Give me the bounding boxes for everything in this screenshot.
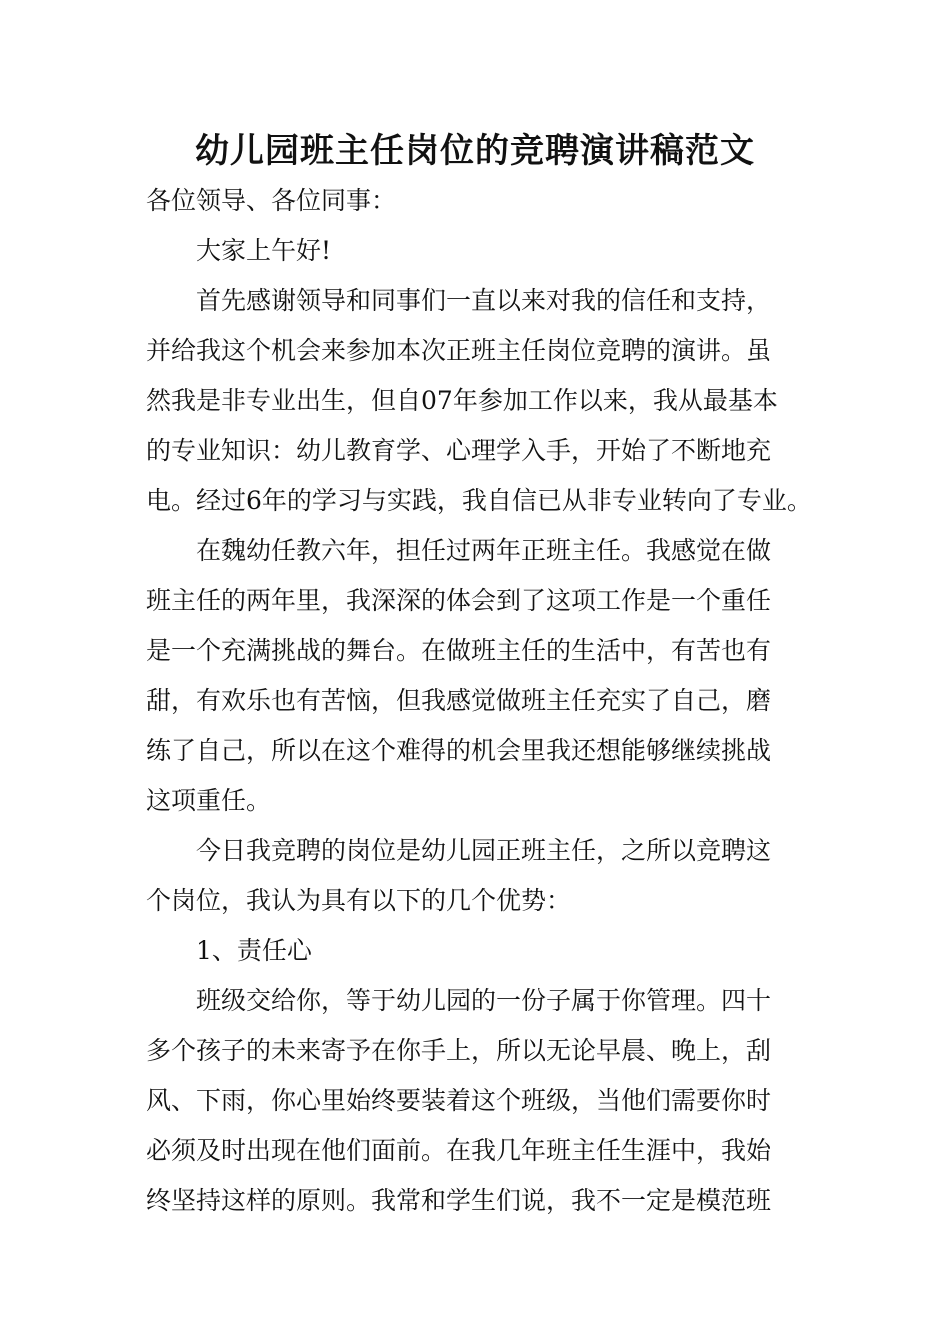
text-line: 各位领导、各位同事： — [146, 186, 397, 215]
text-line: 风、下雨，你心里始终要装着这个班级，当他们需要你时 — [146, 1086, 772, 1115]
text-line: 是一个充满挑战的舞台。在做班主任的生活中，有苦也有 — [146, 636, 772, 665]
text-line: 1、责任心 — [196, 936, 312, 965]
text-line: 练了自己，所以在这个难得的机会里我还想能够继续挑战 — [146, 736, 772, 765]
text-line: 的专业知识：幼儿教育学、心理学入手，开始了不断地充 — [146, 436, 772, 465]
text-line: 班级交给你，等于幼儿园的一份子属于你管理。四十 — [196, 986, 772, 1015]
document-title: 幼儿园班主任岗位的竞聘演讲稿范文 — [195, 131, 755, 171]
text-line: 个岗位，我认为具有以下的几个优势： — [146, 886, 572, 915]
text-line: 班主任的两年里，我深深的体会到了这项工作是一个重任 — [146, 586, 772, 615]
text-line: 终坚持这样的原则。我常和学生们说，我不一定是模范班 — [146, 1186, 772, 1215]
text-line: 在魏幼任教六年，担任过两年正班主任。我感觉在做 — [196, 536, 772, 565]
text-line: 并给我这个机会来参加本次正班主任岗位竞聘的演讲。虽 — [146, 336, 772, 365]
text-line: 多个孩子的未来寄予在你手上，所以无论早晨、晚上，刮 — [146, 1036, 772, 1065]
text-line: 这项重任。 — [146, 786, 272, 815]
document-body — [146, 176, 826, 1226]
text-line: 电。经过6年的学习与实践，我自信已从非专业转向了专业。 — [146, 486, 812, 515]
text-line: 大家上午好! — [196, 236, 332, 265]
text-line: 甜，有欢乐也有苦恼，但我感觉做班主任充实了自己，磨 — [146, 686, 772, 715]
text-line: 必须及时出现在他们面前。在我几年班主任生涯中，我始 — [146, 1136, 772, 1165]
text-line: 今日我竞聘的岗位是幼儿园正班主任，之所以竞聘这 — [196, 836, 772, 865]
text-line: 然我是非专业出生，但自07年参加工作以来，我从最基本 — [146, 386, 778, 415]
text-line: 首先感谢领导和同事们一直以来对我的信任和支持， — [196, 286, 772, 315]
